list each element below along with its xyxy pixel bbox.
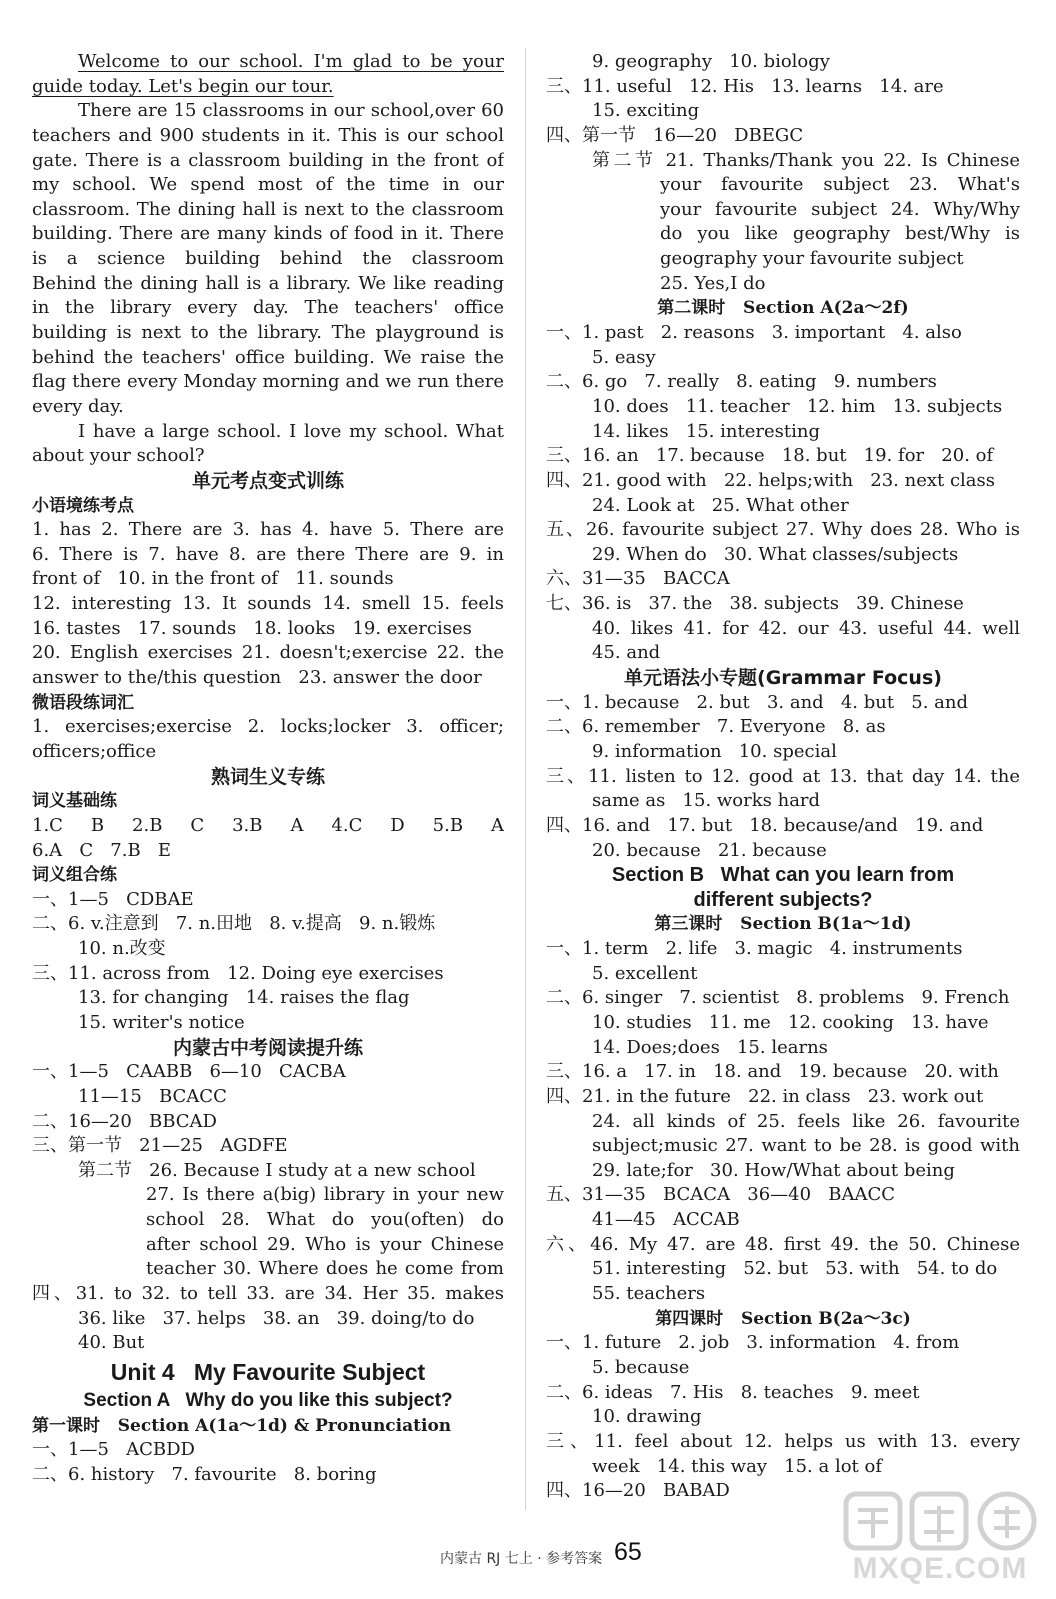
right-line: 5. excellent (592, 962, 698, 984)
right-line: 一、1. term 2. life 3. magic 4. instruments (546, 938, 963, 960)
left-line: 11—15 BCACC (78, 1085, 227, 1107)
left-line: 二、6. history 7. favourite 8. boring (32, 1463, 377, 1485)
right-line: 单元语法小专题(Grammar Focus) (624, 667, 942, 690)
left-line: 内蒙古中考阅读提升练 (172, 1036, 363, 1059)
right-line: 二、6. go 7. really 8. eating 9. numbers (546, 371, 937, 393)
left-line: guide today. Let's begin our tour. (32, 75, 334, 97)
left-line: classroom. The dining hall is next to the classroom (32, 198, 504, 220)
right-line: 六、46. My 47. are 48. first 49. the 50. Chinese (546, 1233, 1020, 1255)
left-line: about your school? (32, 445, 205, 467)
right-line: 四、第一节 16—20 DBEGC (546, 124, 804, 146)
left-line: school 28. What do you(often) do (146, 1209, 504, 1231)
right-line: 一、1. past 2. reasons 3. important 4. also (546, 322, 962, 344)
left-line: 15. writer's notice (78, 1011, 245, 1033)
left-line: 1. has 2. There are 3. has 4. have 5. There are (32, 519, 504, 541)
left-line: 16. tastes 17. sounds 18. looks 19. exercises (32, 617, 472, 639)
right-line: 40. likes 41. for 42. our 43. useful 44. well (592, 617, 1020, 639)
left-line: gate. There is a classroom building in the front of (32, 149, 504, 171)
left-line: in the library every day. The teachers' office (32, 297, 504, 319)
watermark-url: MXQE.COM (852, 1552, 1028, 1585)
right-line: 29. When do 30. What classes/subjects (592, 543, 959, 565)
left-line: answer to the/this question 23. answer the door (32, 667, 482, 689)
right-line: Section B What can you learn from (611, 864, 955, 887)
left-line: 第一课时 Section A(1a～1d) & Pronunciation (32, 1415, 452, 1436)
right-line: 10. does 11. teacher 12. him 13. subjects (592, 395, 1003, 417)
right-line: 第四课时 Section B(2a～3c) (655, 1308, 911, 1329)
right-column (546, 50, 1020, 1504)
right-line: 三、16. a 17. in 18. and 19. because 20. with (546, 1061, 999, 1083)
left-line: 三、11. across from 12. Doing eye exercises (32, 962, 444, 984)
right-line: 15. exciting (592, 100, 700, 122)
left-line: flag there every Monday morning and we run there (32, 371, 504, 393)
right-line: 5. because (592, 1356, 690, 1378)
right-line: same as 15. works hard (592, 790, 821, 812)
right-line: 10. drawing (592, 1406, 702, 1428)
left-line: 单元考点变式训练 (191, 469, 344, 492)
right-line: 9. geography 10. biology (592, 51, 830, 72)
right-line: 四、21. in the future 22. in class 23. work out (546, 1085, 984, 1107)
right-line: 14. Does;does 15. learns (592, 1036, 828, 1058)
right-line: 三、11. feel about 12. helps us with 13. every (546, 1430, 1020, 1452)
left-line: 10. n.改变 (78, 938, 166, 960)
left-line: 1.C B 2.B C 3.B A 4.C D 5.B A (32, 814, 504, 836)
footer-text: 内蒙古 RJ 七上 · 参考答案 (440, 1551, 603, 1567)
left-line: 12. interesting 13. It sounds 14. smell 15. feels (32, 593, 504, 615)
right-line: 25. Yes,I do (660, 272, 766, 294)
left-line: 20. English exercises 21. doesn't;exercise 22. the (32, 642, 504, 664)
right-line: 29. late;for 30. How/What about being (592, 1159, 955, 1181)
left-line: 小语境练考点 (32, 495, 134, 516)
right-line: 55. teachers (592, 1283, 706, 1305)
left-line: 6.A C 7.B E (32, 839, 171, 861)
right-line: 45. and (592, 642, 661, 664)
right-line: 第二节 21. Thanks/Thank you 22. Is Chinese (592, 149, 1020, 171)
right-line: 41—45 ACCAB (592, 1209, 740, 1231)
left-line: 一、1—5 CDBAE (32, 888, 194, 910)
right-line: 51. interesting 52. but 53. with 54. to do (592, 1258, 998, 1280)
left-line: There are 15 classrooms in our school,over 60 (78, 100, 504, 122)
right-line: 5. easy (592, 346, 656, 368)
left-line: behind the teachers' office building. We raise the (32, 346, 504, 368)
right-line: 10. studies 11. me 12. cooking 13. have (592, 1011, 989, 1033)
right-line: your favourite subject 24. Why/Why (660, 198, 1020, 220)
right-line: 20. because 21. because (592, 839, 827, 861)
right-line: 三、11. listen to 12. good at 13. that day 14. the (546, 765, 1020, 787)
right-line: 四、21. good with 22. helps;with 23. next class (546, 469, 996, 491)
right-line: 一、1. future 2. job 3. information 4. from (546, 1332, 960, 1354)
right-line: 24. all kinds of 25. feels like 26. favourite (592, 1110, 1020, 1132)
left-line: 第二节 26. Because I study at a new school (78, 1159, 476, 1181)
right-line: your favourite subject 23. What's (660, 174, 1020, 196)
right-line: geography your favourite subject (660, 248, 964, 270)
left-line: front of 10. in the front of 11. sounds (32, 568, 394, 590)
left-line: after school 29. Who is your Chinese (146, 1233, 504, 1255)
left-line: 熟词生义专练 (210, 765, 325, 788)
left-line: 一、1—5 ACBDD (32, 1439, 195, 1461)
right-line: subject;music 27. want to be 28. is good with (592, 1135, 1020, 1157)
column-divider (525, 48, 526, 1510)
left-line: 四、31. to 32. to tell 33. are 34. Her 35. makes (32, 1283, 504, 1305)
right-line: 9. information 10. special (592, 740, 837, 762)
watermark-logo (842, 1488, 1038, 1592)
right-line: 14. likes 15. interesting (592, 420, 821, 442)
left-line: 词义基础练 (32, 791, 117, 812)
right-line: 第三课时 Section B(1a～1d) (654, 914, 912, 935)
left-line: 36. like 37. helps 38. an 39. doing/to do (78, 1307, 475, 1329)
left-line: teacher 30. Where does he come from (146, 1258, 504, 1280)
left-line: every day. (32, 395, 124, 417)
right-line: 三、11. useful 12. His 13. learns 14. are (546, 75, 944, 97)
left-line: 27. Is there a(big) library in your new (146, 1184, 504, 1206)
left-line: I have a large school. I love my school. What (78, 420, 504, 442)
left-line: 一、1—5 CAABB 6—10 CACBA (32, 1061, 346, 1083)
right-line: 四、16. and 17. but 18. because/and 19. and (546, 814, 984, 836)
left-line: Behind the dining hall is a library. We like reading (32, 272, 504, 294)
right-line: 五、31—35 BCACA 36—40 BAACC (546, 1184, 895, 1206)
right-line: 三、16. an 17. because 18. but 19. for 20. of (546, 445, 994, 467)
left-line: Section A Why do you like this subject? (83, 1389, 453, 1411)
right-line: 一、1. because 2. but 3. and 4. but 5. and (546, 691, 968, 713)
left-line: 微语段练词汇 (32, 692, 134, 713)
left-line: my school. We spend most of the time in our (32, 174, 504, 196)
right-line: 四、16—20 BABAD (546, 1480, 730, 1502)
right-line: 六、31—35 BACCA (546, 568, 730, 590)
left-line: is a science building behind the classroom (32, 248, 504, 270)
left-column (32, 50, 504, 1488)
left-line: Welcome to our school. I'm glad to be your (78, 51, 504, 72)
right-line: 五、26. favourite subject 27. Why does 28. Who is (546, 519, 1020, 541)
watermark-logo-icon (842, 1488, 1038, 1554)
right-line: do you like geography best/Why is (660, 223, 1020, 245)
left-line: 三、第一节 21—25 AGDFE (32, 1135, 288, 1157)
right-line: 二、6. ideas 7. His 8. teaches 9. meet (546, 1381, 920, 1403)
left-line: 40. But (78, 1332, 145, 1354)
left-line: teachers and 900 students in it. This is our school (32, 124, 504, 146)
right-line: 24. Look at 25. What other (592, 494, 849, 516)
left-line: 二、6. v.注意到 7. n.田地 8. v.提高 9. n.锻炼 (32, 913, 436, 935)
left-line: Unit 4 My Favourite Subject (110, 1358, 426, 1385)
left-line: building is next to the library. The playground is (32, 322, 504, 344)
page-number: 65 (614, 1538, 642, 1566)
right-line: 七、36. is 37. the 38. subjects 39. Chinese (546, 593, 964, 615)
left-line: 词义组合练 (32, 865, 117, 886)
left-line: building. There are many kinds of food in it. There (32, 223, 504, 245)
right-line: 二、6. singer 7. scientist 8. problems 9. French (546, 987, 1010, 1009)
right-line: week 14. this way 15. a lot of (592, 1455, 882, 1477)
right-line: different subjects? (693, 888, 873, 911)
left-line: officers;office (32, 740, 157, 762)
left-line: 二、16—20 BBCAD (32, 1110, 217, 1132)
left-line: 1. exercises;exercise 2. locks;locker 3. officer; (32, 716, 504, 738)
left-line: 13. for changing 14. raises the flag (78, 987, 410, 1009)
right-line: 第二课时 Section A(2a～2f) (657, 298, 909, 319)
left-line: 6. There is 7. have 8. are there There are 9. in (32, 543, 504, 565)
right-line: 二、6. remember 7. Everyone 8. as (546, 716, 886, 738)
